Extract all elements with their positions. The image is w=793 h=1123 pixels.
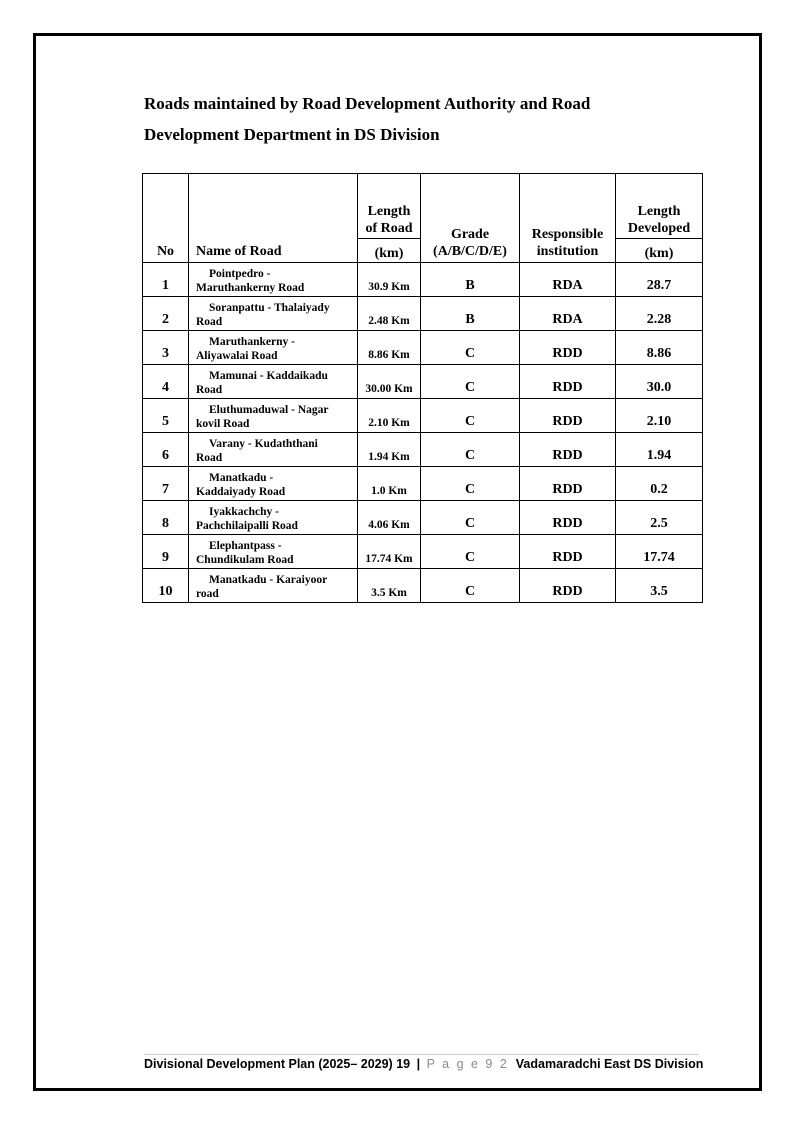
road-name-line-1: Varany - Kudaththani	[209, 438, 318, 450]
cell-institution: RDD	[520, 365, 616, 399]
cell-road-name	[189, 501, 358, 535]
road-name-line-1: Iyakkachchy -	[209, 506, 279, 518]
cell-length-developed: 2.10	[616, 399, 703, 433]
cell-road-name	[189, 535, 358, 569]
cell-road-name	[189, 433, 358, 467]
table-row	[143, 263, 703, 297]
road-name-line-2: Aliyawalai Road	[196, 350, 278, 362]
header-road-name: Name of Road	[189, 174, 358, 263]
road-name-line-1: Elephantpass -	[209, 540, 282, 552]
cell-institution: RDD	[520, 569, 616, 603]
cell-length: 2.10 Km	[358, 399, 421, 433]
road-name-line-1: Manatkadu - Karaiyoor	[209, 574, 328, 586]
road-name-line-1: Mamunai - Kaddaikadu	[209, 370, 328, 382]
footer-division-name: Vadamaradchi East DS Division	[515, 1057, 704, 1071]
table-row	[143, 467, 703, 501]
cell-grade: B	[421, 297, 520, 331]
cell-grade: C	[421, 433, 520, 467]
title-line-1: Roads maintained by Road Development Authority and Road	[144, 94, 591, 113]
header-grade-label: Grade	[450, 227, 490, 242]
page-title	[144, 88, 704, 150]
road-name-line-1: Soranpattu - Thalaiyady	[209, 302, 330, 314]
footer-page-number: P a g e 9 2	[426, 1057, 509, 1071]
cell-no: 7	[143, 467, 189, 501]
cell-length-developed: 3.5	[616, 569, 703, 603]
page-footer	[144, 1057, 704, 1071]
road-name-line-2: Road	[196, 452, 223, 464]
road-name-line-1: Manatkadu -	[209, 472, 274, 484]
header-length	[358, 174, 421, 239]
header-developed	[616, 174, 703, 239]
header-no: No	[143, 174, 189, 263]
cell-length-developed: 0.2	[616, 467, 703, 501]
cell-length-developed: 30.0	[616, 365, 703, 399]
cell-length-developed: 28.7	[616, 263, 703, 297]
cell-length: 4.06 Km	[358, 501, 421, 535]
table-row	[143, 331, 703, 365]
cell-grade: C	[421, 399, 520, 433]
cell-institution: RDA	[520, 263, 616, 297]
cell-institution: RDD	[520, 331, 616, 365]
cell-length-developed: 1.94	[616, 433, 703, 467]
cell-grade: C	[421, 501, 520, 535]
cell-no: 6	[143, 433, 189, 467]
header-grade	[421, 174, 520, 263]
cell-grade: C	[421, 535, 520, 569]
cell-length: 2.48 Km	[358, 297, 421, 331]
table-row	[143, 501, 703, 535]
table-row	[143, 297, 703, 331]
cell-institution: RDD	[520, 399, 616, 433]
road-name-line-2: Road	[196, 316, 223, 328]
cell-length-developed: 8.86	[616, 331, 703, 365]
header-institution	[520, 174, 616, 263]
cell-length: 8.86 Km	[358, 331, 421, 365]
table-row	[143, 399, 703, 433]
cell-no: 2	[143, 297, 189, 331]
cell-no: 1	[143, 263, 189, 297]
cell-institution: RDA	[520, 297, 616, 331]
header-length-label: Length of Road	[365, 204, 413, 237]
cell-no: 9	[143, 535, 189, 569]
cell-grade: B	[421, 263, 520, 297]
cell-grade: C	[421, 331, 520, 365]
cell-road-name	[189, 331, 358, 365]
footer-separator: |	[416, 1057, 421, 1071]
cell-no: 5	[143, 399, 189, 433]
header-length-unit: (km)	[358, 239, 421, 263]
cell-length: 1.0 Km	[358, 467, 421, 501]
header-developed-unit: (km)	[616, 239, 703, 263]
cell-length: 30.00 Km	[358, 365, 421, 399]
road-name-line-2: kovil Road	[196, 418, 250, 430]
cell-road-name	[189, 399, 358, 433]
cell-road-name	[189, 263, 358, 297]
road-name-line-1: Eluthumaduwal - Nagar	[209, 404, 329, 416]
table-header-row	[143, 174, 703, 239]
cell-length-developed: 2.28	[616, 297, 703, 331]
cell-length-developed: 2.5	[616, 501, 703, 535]
footer-divider	[144, 1054, 699, 1055]
table-row	[143, 535, 703, 569]
cell-grade: C	[421, 569, 520, 603]
title-line-2: Development Department in DS Division	[144, 125, 440, 144]
cell-grade: C	[421, 365, 520, 399]
table-body	[143, 263, 703, 603]
cell-length-developed: 17.74	[616, 535, 703, 569]
road-name-line-2: road	[196, 588, 219, 600]
cell-no: 8	[143, 501, 189, 535]
cell-length: 1.94 Km	[358, 433, 421, 467]
cell-institution: RDD	[520, 535, 616, 569]
header-grade-sub: (A/B/C/D/E)	[433, 244, 507, 259]
cell-no: 10	[143, 569, 189, 603]
road-name-line-2: Kaddaiyady Road	[196, 486, 286, 498]
road-name-line-2: Maruthankerny Road	[196, 282, 305, 294]
header-institution-label: Responsible	[531, 227, 604, 242]
cell-grade: C	[421, 467, 520, 501]
cell-institution: RDD	[520, 467, 616, 501]
cell-institution: RDD	[520, 433, 616, 467]
road-name-line-2: Pachchilaipalli Road	[196, 520, 298, 532]
road-name-line-2: Chundikulam Road	[196, 554, 294, 566]
header-developed-label: Length Developed	[627, 204, 691, 237]
table-row	[143, 365, 703, 399]
cell-no: 3	[143, 331, 189, 365]
cell-road-name	[189, 467, 358, 501]
roads-table	[142, 173, 703, 603]
footer-plan-title: Divisional Development Plan (2025– 2029) 19	[144, 1057, 411, 1071]
cell-institution: RDD	[520, 501, 616, 535]
cell-road-name	[189, 569, 358, 603]
road-name-line-1: Pointpedro -	[209, 268, 271, 280]
road-name-line-2: Road	[196, 384, 223, 396]
table-row	[143, 433, 703, 467]
cell-length: 3.5 Km	[358, 569, 421, 603]
cell-length: 17.74 Km	[358, 535, 421, 569]
cell-length: 30.9 Km	[358, 263, 421, 297]
table-row	[143, 569, 703, 603]
cell-no: 4	[143, 365, 189, 399]
header-institution-sub: institution	[536, 244, 599, 259]
cell-road-name	[189, 365, 358, 399]
cell-road-name	[189, 297, 358, 331]
road-name-line-1: Maruthankerny -	[209, 336, 295, 348]
